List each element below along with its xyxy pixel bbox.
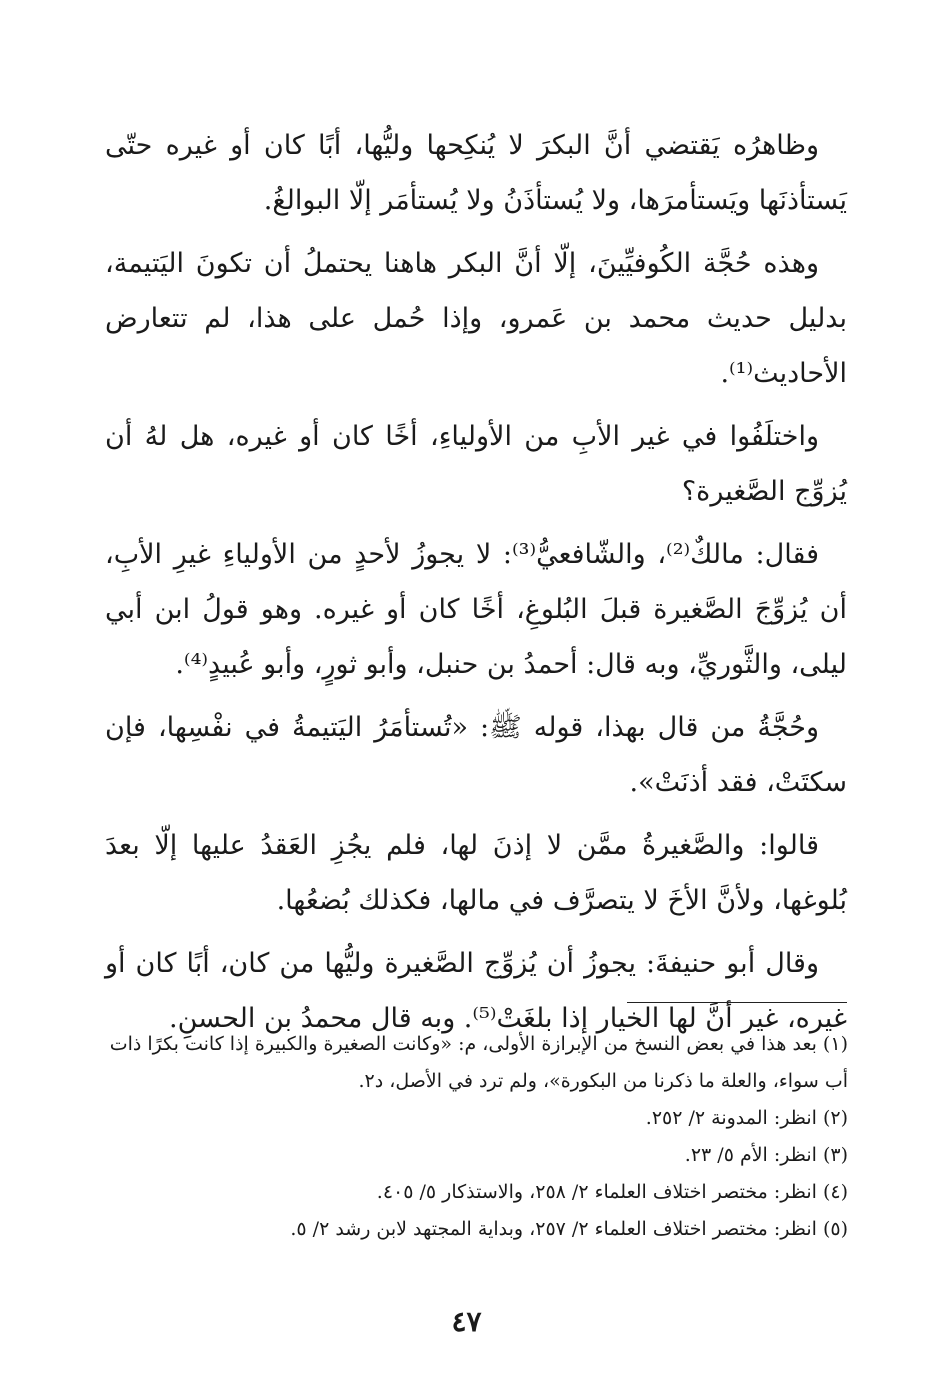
paragraph: وظاهرُه يَقتضي أنَّ البكرَ لا يُنكِحها وليُّها، أبًا كان أو غيره حتّى يَستأذنَها ويَستأمرَها، ولا يُستأذَنُ ولا يُستأمَر إلّا البوالغُ. bbox=[105, 130, 847, 216]
footnote: (٣) انظر: الأم ٥/ ٢٣. bbox=[684, 1144, 848, 1166]
page-number: ٤٧ bbox=[451, 1305, 482, 1338]
paragraph: واختلَفُوا في غير الأبِ من الأولياءِ، أخًا كان أو غيره، هل لهُ أن يُزوِّج الصَّغيرة؟ bbox=[105, 421, 847, 507]
footnote: (٢) انظر: المدونة ٢/ ٢٥٢. bbox=[645, 1107, 848, 1129]
paragraph: وقال أبو حنيفةَ: يجوزُ أن يُزوِّج الصَّغيرة وليُّها من كان، أبًا كان أو غيره، غير أنَّ لها الخيار إذا بلغَتْ⁽⁵⁾. وبه قال محمدُ بن الحسنِ. bbox=[105, 948, 847, 1034]
main-text bbox=[105, 118, 847, 1054]
footnote: (١) بعد هذا في بعض النسخ من الإبرازة الأولى، م: «وكانت الصغيرة والكبيرة إذا كانت بكرًا ذات أب سواء، والعلة ما ذكرنا من البكورة»، ولم ترد في الأصل، د٢. bbox=[109, 1033, 848, 1092]
paragraph: وهذه حُجَّة الكُوفيِّينَ، إلّا أنَّ البكر هاهنا يحتملُ أن تكونَ اليَتيمة، بدليل حديث محمد بن عَمرو، وإذا حُمل على هذا، لم تتعارض الأحاديث⁽¹⁾. bbox=[105, 248, 847, 389]
footnotes bbox=[100, 1026, 848, 1248]
paragraph: قالوا: والصَّغيرةُ ممَّن لا إذنَ لها، فلم يجُزِ العَقدُ عليها إلّا بعدَ بُلوغها، ولأنَّ الأخَ لا يتصرَّف في مالها، فكذلك بُضعُها. bbox=[105, 830, 847, 916]
footnote: (٥) انظر: مختصر اختلاف العلماء ٢/ ٢٥٧، وبداية المجتهد لابن رشد ٢/ ٥. bbox=[290, 1218, 848, 1240]
paragraph: فقال: مالكٌ⁽²⁾، والشّافعيُّ⁽³⁾: لا يجوزُ لأحدٍ من الأولياءِ غيرِ الأبِ، أن يُزوِّجَ الصَّغيرة قبلَ البُلوغِ، أخًا كان أو غيره. وهو قولُ ابن أبي ليلى، والثَّوريِّ، وبه قال: أحمدُ بن حنبل، وأبو ثورٍ، وأبو عُبيدٍ⁽⁴⁾. bbox=[105, 539, 847, 680]
footnote: (٤) انظر: مختصر اختلاف العلماء ٢/ ٢٥٨، والاستذكار ٥/ ٤٠٥. bbox=[376, 1181, 848, 1203]
footnote-divider bbox=[627, 1002, 847, 1003]
paragraph: وحُجَّةُ من قال بهذا، قوله ﷺ: «تُستأمَرُ اليَتيمةُ في نفْسِها، فإن سكتَتْ، فقد أذنَتْ». bbox=[105, 712, 847, 798]
